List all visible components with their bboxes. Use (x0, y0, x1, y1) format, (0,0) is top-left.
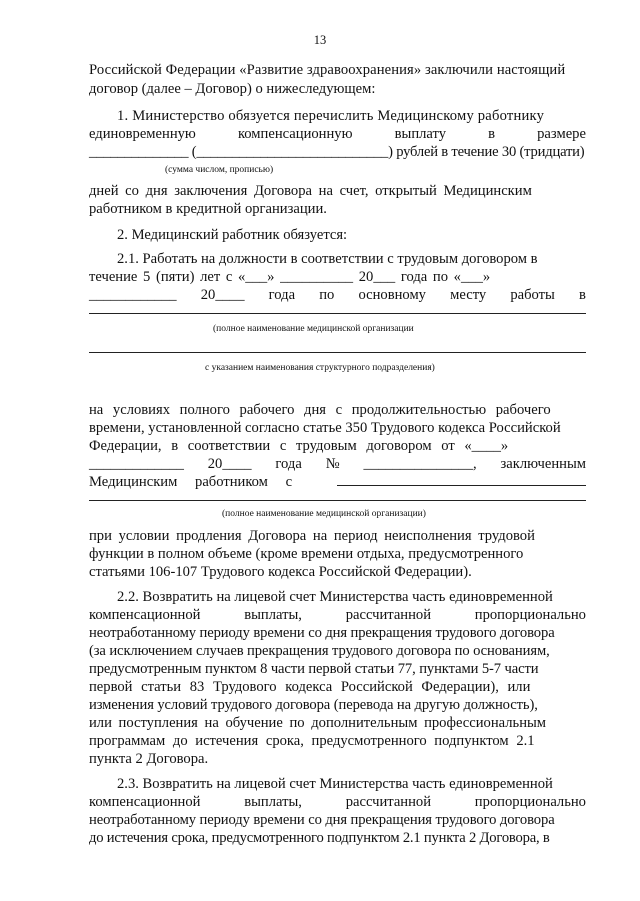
text-line: первой статьи 83 Трудового кодекса Российской Федерации), или (89, 679, 531, 695)
field-caption: с указанием наименования структурного подразделения) (205, 363, 435, 373)
field-caption: (полное наименование медицинской организации (213, 324, 414, 334)
page-number: 13 (313, 33, 327, 47)
text-line: статьями 106-107 Трудового кодекса Российской Федерации). (89, 564, 472, 580)
text-line: программам до истечения срока, предусмотренного подпунктом 2.1 (89, 733, 535, 749)
field-caption: (полное наименование медицинской организации) (222, 509, 426, 519)
text-line: неотработанному периоду времени со дня прекращения трудового договора (89, 625, 555, 641)
blank-line (89, 500, 586, 501)
text-line: Федерации, в соответствии с трудовым договором от «____» (89, 438, 509, 454)
blank-line (337, 485, 586, 486)
text-line: 2.3. Возвратить на лицевой счет Министерства часть единовременной (117, 776, 553, 792)
text-line: пункта 2 Договора. (89, 751, 209, 767)
text-line-justified: _____________ 20____ года № _______________, заключенным (89, 456, 586, 472)
text-line: течение 5 (пяти) лет с «___» __________ 20___ года по «___» (89, 269, 491, 285)
blank-line (89, 352, 586, 353)
text-line: (за исключением случаев прекращения трудового договора по основаниям, (89, 643, 550, 659)
text-line: неотработанному периоду времени со дня прекращения трудового договора (89, 812, 555, 828)
text-line-justified: компенсационной выплаты, рассчитанной пропорционально (89, 607, 586, 623)
text-line-justified: ____________ 20____ года по основному месту работы в (89, 287, 586, 303)
text-line: Медицинским работником с (89, 474, 293, 490)
text-line: 2. Медицинский работник обязуется: (117, 227, 348, 243)
text-line: дней со дня заключения Договора на счет, открытый Медицинским (89, 183, 532, 199)
text-line-justified: единовременную компенсационную выплату в размере (89, 126, 586, 142)
text-line: или поступления на обучение по дополнительным профессиональным (89, 715, 547, 731)
text-line: Российской Федерации «Развитие здравоохранения» заключили настоящий (89, 62, 566, 78)
text-line: на условиях полного рабочего дня с продолжительностью рабочего (89, 402, 551, 418)
text-line: работником в кредитной организации. (89, 201, 327, 217)
blank-line (89, 313, 586, 314)
field-caption: (сумма числом, прописью) (165, 165, 274, 175)
text-line: договор (далее – Договор) о нижеследующем: (89, 81, 376, 97)
text-line: изменения условий трудового договора (перевода на другую должность), (89, 697, 538, 713)
text-line: 2.1. Работать на должности в соответствии с трудовым договором в (117, 251, 538, 267)
text-line: 1. Министерство обязуется перечислить Медицинскому работнику (117, 108, 545, 124)
text-line: до истечения срока, предусмотренного подпунктом 2.1 пункта 2 Договора, в (89, 830, 550, 846)
text-line: времени, установленной согласно статье 350 Трудового кодекса Российской (89, 420, 561, 436)
text-line: предусмотренным пунктом 8 части первой статьи 77, пунктами 5-7 части (89, 661, 539, 677)
text-line-justified: компенсационной выплаты, рассчитанной пропорционально (89, 794, 586, 810)
text-line: 2.2. Возвратить на лицевой счет Министерства часть единовременной (117, 589, 553, 605)
text-line: ______________ (___________________________) рублей в течение 30 (тридцати) (89, 144, 585, 160)
text-line: функции в полном объеме (кроме времени отдыха, предусмотренного (89, 546, 524, 562)
text-line: при условии продления Договора на период неисполнения трудовой (89, 528, 535, 544)
